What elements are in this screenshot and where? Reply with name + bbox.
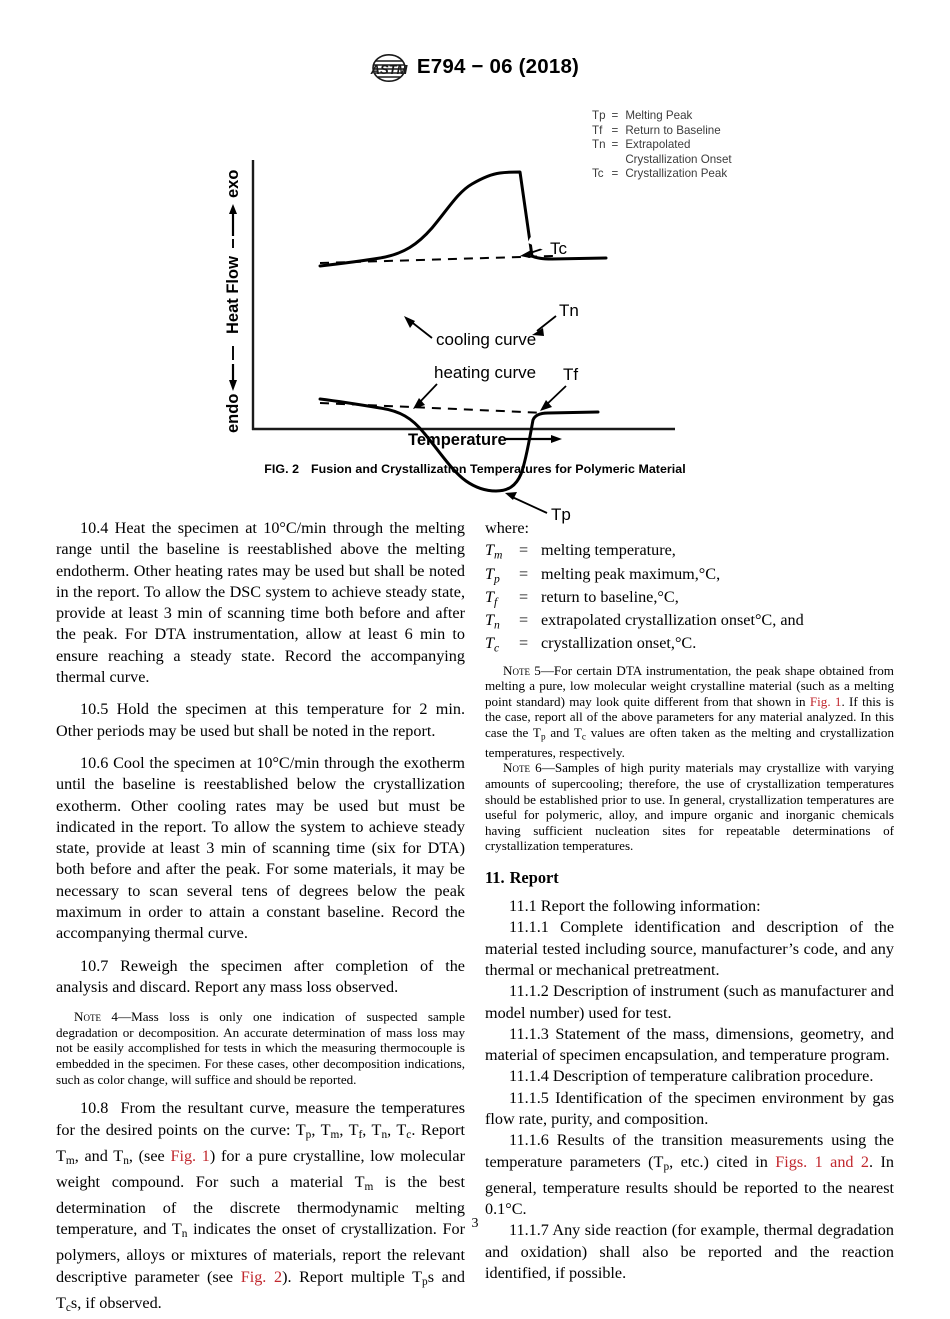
- cooling-curve-label: cooling curve: [436, 330, 537, 349]
- note-5-part2: . If this is the case, report all of the above parameters for any material analyzed. In this case the T: [485, 693, 895, 740]
- definition-equals: =: [519, 611, 529, 630]
- paragraph-11-1-6-c: . In general, temperature results should be reported to the nearest 0.1°C.: [485, 1152, 894, 1219]
- y-axis-heatflow-label: Heat Flow: [224, 256, 242, 334]
- legend-symbol: Tf: [592, 123, 603, 137]
- note-4: [56, 1009, 465, 1087]
- note-6-text: Samples of high purity materials may crystallize with varying amounts of supercooling; therefore, the use of crystallization temperatures should be established prior to use. In general, crystallization temperatures are useful for polymeric, alloy, and impure organic and inorganic chemicals having sufficient nucleation sites for repeatable determinations of crystallization temperatures.: [485, 760, 894, 854]
- astm-logo: [371, 53, 407, 83]
- definition-row: [485, 611, 804, 634]
- link-fig-1[interactable]: Fig. 1: [170, 1146, 210, 1165]
- legend-desc: Melting Peak: [625, 109, 693, 122]
- paragraph-11-1-6-a: 11.1.6 Results of the transition measurements using the temperature parameters (T: [485, 1131, 894, 1171]
- definition-equals: =: [519, 587, 529, 606]
- legend-desc: Return to Baseline: [625, 123, 721, 137]
- symbol-definitions-table: [485, 541, 804, 657]
- tp-annotation-arrow: [505, 492, 547, 513]
- paragraph-11-1-1: 11.1.1 Complete identification and description of the material tested including source, manufacturer’s code, and any thermal or mechanical pretreatment.: [485, 918, 894, 979]
- legend-row: [592, 109, 733, 124]
- note-5: [485, 663, 894, 761]
- paragraph-11-1-4: 11.1.4 Description of temperature calibration procedure.: [509, 1067, 874, 1086]
- legend-symbol: Tc: [592, 167, 604, 181]
- definition-symbol: $T_f$: [485, 587, 498, 609]
- figure-number: FIG. 2: [264, 462, 300, 476]
- definition-text: return to baseline,°C,: [541, 587, 679, 606]
- svg-text:ASTM: ASTM: [370, 62, 408, 77]
- note-6-number: 6—: [529, 760, 555, 776]
- tf-label: Tf: [563, 365, 579, 384]
- heating-curve-callout-arrow: [413, 384, 437, 409]
- chart-axes: [252, 160, 675, 430]
- paragraph-10-6: 10.6 Cool the specimen at 10°C/min through the exotherm until the baseline is reestablished below the crystallization exotherm. Other cooling rates may be used but must be indicated in the report. To allow the system to achieve steady state, provide at least 3 min of scanning time (six for DTA) both before and after the peak. For some materials, it may be necessary to scan several tens of degrees below the peak maximum in order to attain a constant baseline. Record the accompanying thermal curve.: [56, 753, 465, 943]
- section-11-number: 11.: [485, 868, 505, 888]
- note-6-label: Note: [503, 760, 530, 776]
- note-5-sub-c: c: [581, 731, 586, 742]
- legend-row: [592, 124, 733, 139]
- tf-annotation-arrow: [540, 386, 566, 411]
- paragraph-10-8: 10.8 From the resultant curve, measure the temperatures for the desired points on the curve: $T_p$, $T_m$, $T_f$, $T_n$, $T_c$. Report $T_m$, and $T_n$, (see Fig. 1) for a pure crystalline, low molecular weight compound. For such a material $T_m$ is the best determination of the discrete thermodynamic melting temperature, and $T_n$ indicates the onset of crystallization. For polymers, alloys or mixtures of materials, report the relevant descriptive parameter (see Fig. 2). Report multiple $T_ps$ and $T_cs$, if observed.: [56, 1099, 465, 1314]
- legend-symbol: Tp: [592, 109, 606, 122]
- legend-row: [592, 138, 733, 153]
- paragraph-11-1-6: [485, 1130, 894, 1220]
- legend-equals: =: [611, 138, 619, 152]
- paragraph-11-1-7: 11.1.7 Any side reaction (for example, thermal degradation and oxidation) shall also be reported and the reaction identified, if possible.: [485, 1221, 894, 1282]
- page-number: 3: [471, 1216, 479, 1231]
- section-11-title: Report: [509, 868, 559, 888]
- figure-caption: [0, 462, 950, 476]
- link-fig-2[interactable]: Fig. 2: [240, 1267, 283, 1286]
- y-axis-label-group: [224, 170, 242, 433]
- paragraph-10-7: 10.7 Reweigh the specimen after completion of the analysis and discard. Report any mass loss observed.: [56, 956, 465, 996]
- paragraph-11-1-2: 11.1.2 Description of instrument (such as manufacturer and model number) used for test.: [485, 982, 894, 1022]
- note-5-sub-p: p: [540, 731, 546, 742]
- definition-symbol: $T_p$: [485, 564, 500, 585]
- definition-text: melting temperature,: [541, 541, 676, 560]
- legend-desc: Extrapolated: [625, 138, 691, 152]
- definition-row: [485, 565, 804, 588]
- legend-equals: =: [611, 123, 619, 137]
- page-header: [0, 52, 950, 82]
- tp-label: Tp: [551, 505, 571, 524]
- note-6: [485, 760, 894, 854]
- note-5-number: 5—: [529, 662, 554, 678]
- cooling-curve-callout-arrow: [404, 316, 432, 338]
- note-4-label: Note: [74, 1009, 101, 1025]
- legend-row-continued: [592, 153, 733, 168]
- x-axis-temperature-label: Temperature: [408, 431, 507, 449]
- link-figs-1-and-2[interactable]: Figs. 1 and 2: [775, 1152, 870, 1171]
- definition-equals: =: [519, 564, 529, 583]
- y-axis-endo-label: endo: [224, 393, 242, 433]
- paragraph-11-1-3: 11.1.3 Statement of the mass, dimensions, geometry, and material of specimen encapsulation, and temperature program.: [485, 1024, 894, 1065]
- tc-label: Tc: [550, 239, 567, 258]
- definition-row: [485, 588, 804, 611]
- legend-equals: =: [611, 109, 619, 122]
- definition-symbol: $T_n$: [485, 611, 500, 632]
- figure-2: [0, 88, 950, 524]
- figure-legend: [592, 109, 733, 182]
- link-fig-1-note5[interactable]: Fig. 1: [809, 693, 842, 709]
- definition-text: melting peak maximum,°C,: [541, 564, 721, 583]
- note-5-part1: For certain DTA instrumentation, the peak shape obtained from melting a pure, low molecular weight crystalline material (such as a melting point standard) may look quite different from that shown in: [485, 662, 894, 709]
- paragraph-10-5: 10.5 Hold the specimen at this temperature for 2 min. Other periods may be used but shall be noted in the report.: [56, 700, 465, 740]
- tn-label: Tn: [559, 301, 579, 320]
- definition-equals: =: [519, 634, 529, 653]
- note-5-label: Note: [503, 662, 530, 678]
- y-axis-exo-label: exo: [224, 169, 242, 198]
- x-axis-label-group: [408, 431, 562, 449]
- definition-symbol: $T_c$: [485, 634, 500, 655]
- note-5-part4: values are often taken as the melting and crystallization temperatures, respectively.: [485, 725, 894, 760]
- paragraph-10-4: 10.4 Heat the specimen at 10°C/min through the melting range until the baseline is reestablished above the melting endotherm. Other heating rates may be used but shall be noted in the report. To allow the DSC system to achieve steady state, provide at least 3 min of scanning time both before and after the peak. For DTA instrumentation, allow at least 6 min to ensure reaching a steady state. Record the accompanying thermal curve.: [56, 519, 465, 687]
- paragraph-11-1: 11.1 Report the following information:: [509, 897, 761, 916]
- definition-symbol: $T_m$: [485, 541, 503, 562]
- paragraph-11-1-6-sub: p: [663, 1160, 670, 1173]
- left-column: [56, 518, 465, 1319]
- right-column: [485, 518, 894, 1284]
- dsc-thermal-curve-chart: [0, 88, 950, 524]
- definition-equals: =: [519, 541, 529, 560]
- legend-desc: Crystallization Peak: [625, 167, 728, 181]
- section-11-heading: [485, 868, 894, 888]
- legend-symbol: Tn: [592, 138, 606, 152]
- paragraph-11-1-6-b: , etc.) cited in: [669, 1152, 776, 1171]
- note-4-number: 4—: [100, 1009, 132, 1025]
- definition-row: [485, 541, 804, 564]
- definition-text: crystallization onset,°C.: [541, 634, 697, 653]
- figure-caption-text: Fusion and Crystallization Temperatures for Polymeric Material: [311, 462, 686, 476]
- legend-row: [592, 167, 733, 182]
- note-4-text: Mass loss is only one indication of suspected sample degradation or decomposition. An accurate determination of mass loss may not be easily accomplished for tests in which the measuring thermocouple is embedded in the specimen. For these cases, other decomposition indications, such as color change, will suffice and should be reported.: [56, 1009, 465, 1087]
- paragraph-11-1-5: 11.1.5 Identification of the specimen environment by gas flow rate, purity, and composition.: [485, 1088, 894, 1128]
- definition-row: [485, 634, 804, 657]
- note-5-part3: and T: [545, 725, 582, 740]
- heating-curve-label: heating curve: [434, 363, 537, 382]
- standard-designation: E794 − 06 (2018): [416, 55, 580, 78]
- definition-text: extrapolated crystallization onset°C, and: [541, 611, 804, 630]
- legend-desc-continued: Crystallization Onset: [625, 152, 732, 166]
- legend-equals: =: [611, 167, 619, 181]
- where-label: where:: [485, 519, 530, 537]
